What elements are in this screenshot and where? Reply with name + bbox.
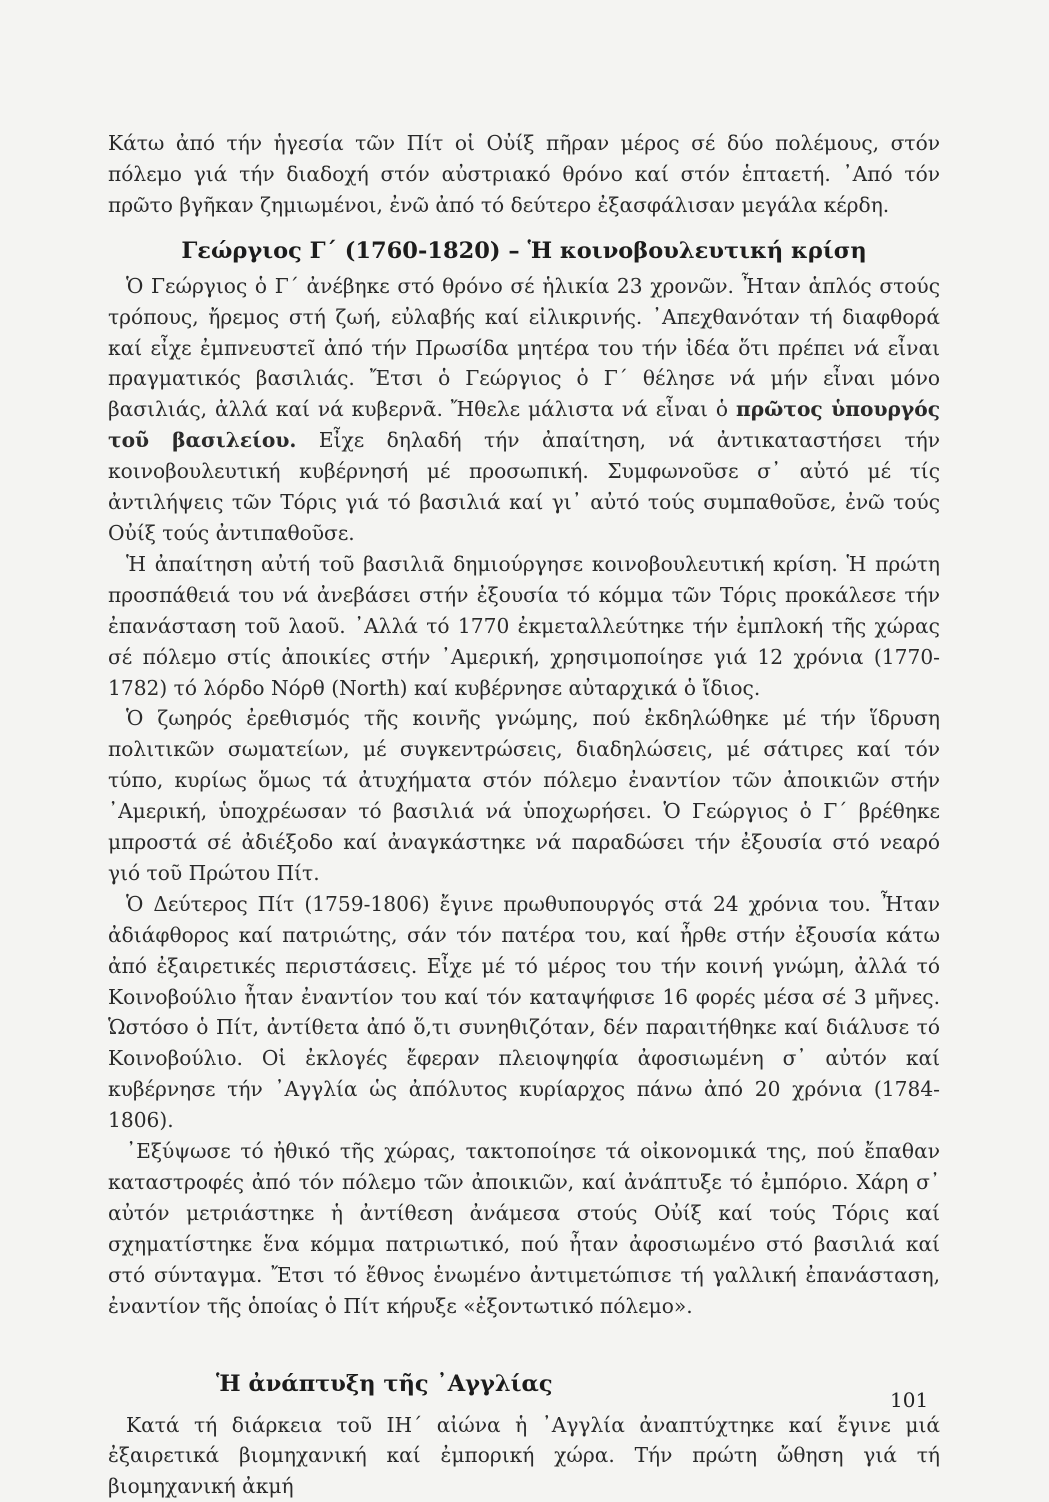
bold-phrase-first-minister: πρῶτος ὑπουργός τοῦ βασιλείου.	[108, 397, 940, 453]
paragraph-text-start: Ὁ Γεώργιος ὁ Γ΄ ἀνέβηκε στό θρόνο σέ ἡλικία 23 χρονῶν. Ἦταν ἁπλός στούς τρόπους, ἤρεμος στή ζωή, εὐλαβής καί εἰλικρινής. ᾿Απεχθανόταν τή διαφθορά καί εἶχε ἐμπνευστεῖ ἀπό τήν Πρωσίδα μητέρα του τήν ἰδέα ὅτι πρέπει νά εἶναι πραγματικός βασιλιάς. Ἔτσι ὁ Γεώργιος ὁ Γ΄ θέλησε νά μήν εἶναι μόνο βασιλιάς, ἀλλά καί νά κυβερνᾶ. Ἤθελε μάλιστα νά εἶναι ὁ	[108, 273, 940, 422]
section-heading-development-of-england: Ἡ ἀνάπτυξη τῆς ᾿Αγγλίας	[216, 1370, 553, 1397]
paragraph-pitt-the-younger: Ὁ Δεύτερος Πίτ (1759-1806) ἔγινε πρωθυπουργός στά 24 χρόνια του. Ἦταν ἀδιάφθορος καί πατριώτης, σάν τόν πατέρα του, καί ἦρθε στήν ἐξουσία κάτω ἀπό ἐξαιρετικές περιστάσεις. Εἶχε μέ τό μέρος του τήν κοινή γνώμη, ἀλλά τό Κοινοβούλιο ἦταν ἐναντίον του καί τόν καταψήφισε 16 φορές μέσα σέ 3 μῆνες. Ὡστόσο ὁ Πίτ, ἀντίθετα ἀπό ὅ,τι συνηθιζόταν, δέν παραιτήθηκε καί διάλυσε τό Κοινοβούλιο. Οἱ ἐκλογές ἔφεραν πλειοψηφία ἀφοσιωμένη σ᾿ αὐτόν καί κυβέρνησε τήν ᾿Αγγλία ὡς ἀπόλυτος κυρίαρχος πάνω ἀπό 20 χρόνια (1784-1806).	[108, 891, 940, 1133]
paragraph-text-end: Εἶχε δηλαδή τήν ἀπαίτηση, νά ἀντικαταστήσει τήν κοινοβουλευτική κυβέρνησή μέ προσωπική. Συμφωνοῦσε σ᾿ αὐτό μέ τίς ἀντιλήψεις τῶν Τόρις γιά τό βασιλιά καί γι᾿ αὐτό τούς συμπαθοῦσε, ἐνῶ τούς Οὐίξ τούς ἀντιπαθοῦσε.	[108, 428, 940, 545]
paragraph-pitt-achievements: ᾿Εξύψωσε τό ἠθικό τῆς χώρας, τακτοποίησε τά οἰκονομικά της, πού ἔπαθαν καταστροφές ἀπό τόν πόλεμο τῶν ἀποικιῶν, καί ἀνάπτυξε τό ἐμπόριο. Χάρη σ᾿ αὐτόν μετριάστηκε ἡ ἀντίθεση ἀνάμεσα στούς Οὐίξ καί τούς Τόρις καί σχηματίστηκε ἕνα κόμμα πατριωτικό, πού ἦταν ἀφοσιωμένο στό βασιλιά καί στό σύνταγμα. Ἔτσι τό ἔθνος ἑνωμένο ἀντιμετώπισε τή γαλλική ἐπανάσταση, ἐναντίον τῆς ὁποίας ὁ Πίτ κήρυξε «ἐξοντωτικό πόλεμο».	[108, 1139, 940, 1318]
section-heading-george-iii: Γεώργιος Γ΄ (1760-1820) – Ἡ κοινοβουλευτική κρίση	[181, 237, 867, 264]
paragraph-public-opinion: Ὁ ζωηρός ἐρεθισμός τῆς κοινῆς γνώμης, πού ἐκδηλώθηκε μέ τήν ἵδρυση πολιτικῶν σωματείων, μέ συγκεντρώσεις, διαδηλώσεις, μέ σάτιρες καί τόν τύπο, κυρίως ὅμως τά ἀτυχήματα στόν πόλεμο ἐναντίον τῶν ἀποικιῶν στήν ᾿Αμερική, ὑποχρέωσαν τό βασιλιά νά ὑποχωρήσει. Ὁ Γεώργιος ὁ Γ΄ βρέθηκε μπροστά σέ ἀδιέξοδο καί ἀναγκάστηκε νά παραδώσει τήν ἐξουσία στό νεαρό γιό τοῦ Πρώτου Πίτ.	[108, 706, 940, 885]
paragraph-george-accession	[108, 271, 940, 549]
paragraph-eighteenth-century: Κατά τή διάρκεια τοῦ ΙΗ΄ αἰώνα ἡ ᾿Αγγλία ἀναπτύχτηκε καί ἔγινε μιά ἐξαιρετικά βιομηχανική καί ἐμπορική χώρα. Τήν πρώτη ὤθηση γιά τή βιομηχανική ἀκμή	[108, 1412, 940, 1499]
page-number: 101	[890, 1388, 929, 1412]
intro-paragraph: Κάτω ἀπό τήν ἡγεσία τῶν Πίτ οἱ Οὐίξ πῆραν μέρος σέ δύο πολέμους, στόν πόλεμο γιά τήν διαδοχή στόν αὐστριακό θρόνο καί στόν ἑπταετή. ᾿Από τόν πρῶτο βγῆκαν ζημιωμένοι, ἐνῶ ἀπό τό δεύτερο ἐξασφάλισαν μεγάλα κέρδη.	[108, 131, 940, 217]
paragraph-parliamentary-crisis: Ἡ ἀπαίτηση αὐτή τοῦ βασιλιᾶ δημιούργησε κοινοβουλευτική κρίση. Ἡ πρώτη προσπάθειά του νά ἀνεβάσει στήν ἐξουσία τό κόμμα τῶν Τόρις προκάλεσε τήν ἐπανάσταση τοῦ λαοῦ. ᾿Αλλά τό 1770 ἐκμεταλλεύτηκε τήν ἐμπλοκή τῆς χώρας σέ πόλεμο στίς ἀποικίες στήν ᾿Αμερική, χρησιμοποίησε γιά 12 χρόνια (1770-1782) τό λόρδο Νόρθ (North) καί κυβέρνησε αὐταρχικά ὁ ἴδιος.	[108, 551, 940, 700]
page-body	[108, 128, 940, 1499]
